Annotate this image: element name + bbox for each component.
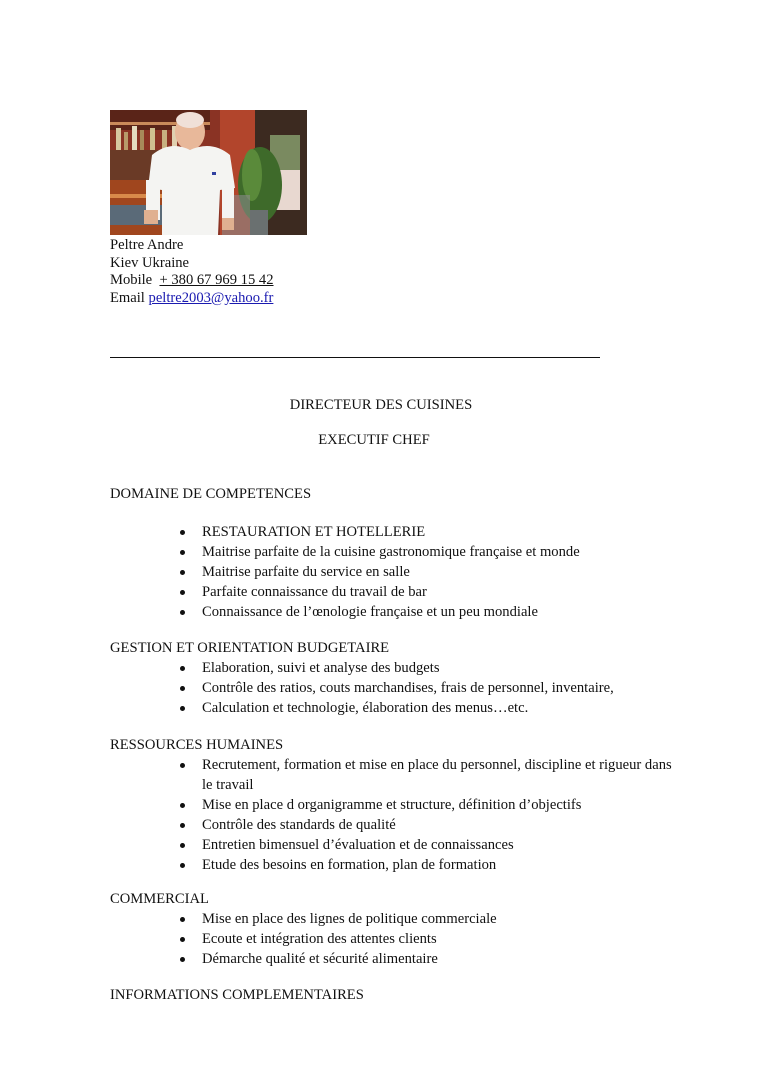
list-item-text: Ecoute et intégration des attentes clients	[202, 931, 437, 947]
list-item-text: Parfaite connaissance du travail de bar	[202, 584, 427, 600]
section-heading-budget: GESTION ET ORIENTATION BUDGETAIRE	[110, 640, 390, 656]
section-heading-commercial: COMMERCIAL	[110, 891, 209, 907]
contact-email	[110, 290, 274, 308]
contact-block	[110, 237, 274, 307]
list-item	[0, 755, 672, 795]
bullet-icon	[180, 590, 185, 595]
phone-link[interactable]: + 380 67 969 15 42	[159, 272, 274, 289]
section-heading-competences: DOMAINE DE COMPETENCES	[110, 486, 312, 502]
bullet-icon	[180, 863, 185, 868]
list-item-text: Mise en place des lignes de politique commerciale	[202, 911, 497, 927]
contact-mobile	[110, 272, 274, 290]
email-link[interactable]: peltre2003@yahoo.fr	[148, 289, 274, 306]
list-item	[0, 542, 672, 562]
list-item	[0, 562, 672, 582]
bullet-icon	[180, 706, 185, 711]
list-item	[0, 929, 672, 949]
budget-list	[0, 658, 672, 718]
list-item	[0, 835, 672, 855]
list-item	[0, 582, 672, 602]
profile-photo	[110, 110, 307, 235]
list-item-text: Connaissance de l’œnologie française et un peu mondiale	[202, 604, 538, 620]
bullet-icon	[180, 843, 185, 848]
list-item-text: Contrôle des standards de qualité	[202, 817, 396, 833]
list-item	[0, 678, 672, 698]
commercial-list	[0, 909, 672, 969]
bullet-icon	[180, 686, 185, 691]
list-item	[0, 698, 672, 718]
bullet-icon	[180, 530, 185, 535]
section-heading-rh: RESSOURCES HUMAINES	[110, 737, 284, 753]
contact-name: Peltre Andre	[110, 237, 184, 253]
list-item	[0, 658, 672, 678]
list-item-text: Calculation et technologie, élaboration des menus…etc.	[202, 700, 529, 716]
bullet-icon	[180, 763, 185, 768]
job-title-secondary: EXECUTIF CHEF	[318, 432, 430, 448]
bullet-icon	[180, 823, 185, 828]
competences-list	[0, 522, 672, 622]
bullet-icon	[180, 610, 185, 615]
bullet-icon	[180, 550, 185, 555]
list-item-text: Contrôle des ratios, couts marchandises, frais de personnel, inventaire,	[202, 680, 614, 696]
bullet-icon	[180, 666, 185, 671]
bullet-icon	[180, 570, 185, 575]
bullet-icon	[180, 917, 185, 922]
list-item-text: Entretien bimensuel d’évaluation et de connaissances	[202, 837, 514, 853]
list-item	[0, 602, 672, 622]
list-item	[0, 909, 672, 929]
list-item-text: Mise en place d organigramme et structure, définition d’objectifs	[202, 797, 582, 813]
email-label: Email	[110, 289, 145, 306]
bullet-icon	[180, 957, 185, 962]
list-item	[0, 815, 672, 835]
mobile-label: Mobile	[110, 272, 153, 289]
list-item-text: Etude des besoins en formation, plan de formation	[202, 857, 497, 873]
list-item	[0, 795, 672, 815]
rh-list	[0, 755, 672, 875]
list-item-text: Maitrise parfaite de la cuisine gastronomique française et monde	[202, 544, 580, 560]
list-item	[0, 855, 672, 875]
list-item-text: Démarche qualité et sécurité alimentaire	[202, 951, 438, 967]
section-heading-infos: INFORMATIONS COMPLEMENTAIRES	[110, 987, 364, 1003]
list-item-text: RESTAURATION ET HOTELLERIE	[202, 524, 426, 540]
list-item	[0, 949, 672, 969]
list-item-text: Maitrise parfaite du service en salle	[202, 564, 410, 580]
horizontal-divider	[110, 357, 600, 358]
list-item-text: Recrutement, formation et mise en place du personnel, discipline et rigueur dans le travail	[202, 757, 672, 793]
bullet-icon	[180, 803, 185, 808]
list-item-text: Elaboration, suivi et analyse des budgets	[202, 660, 440, 676]
job-title-primary: DIRECTEUR DES CUISINES	[289, 397, 473, 413]
bullet-icon	[180, 937, 185, 942]
contact-location: Kiev Ukraine	[110, 254, 190, 271]
list-item	[0, 522, 672, 542]
